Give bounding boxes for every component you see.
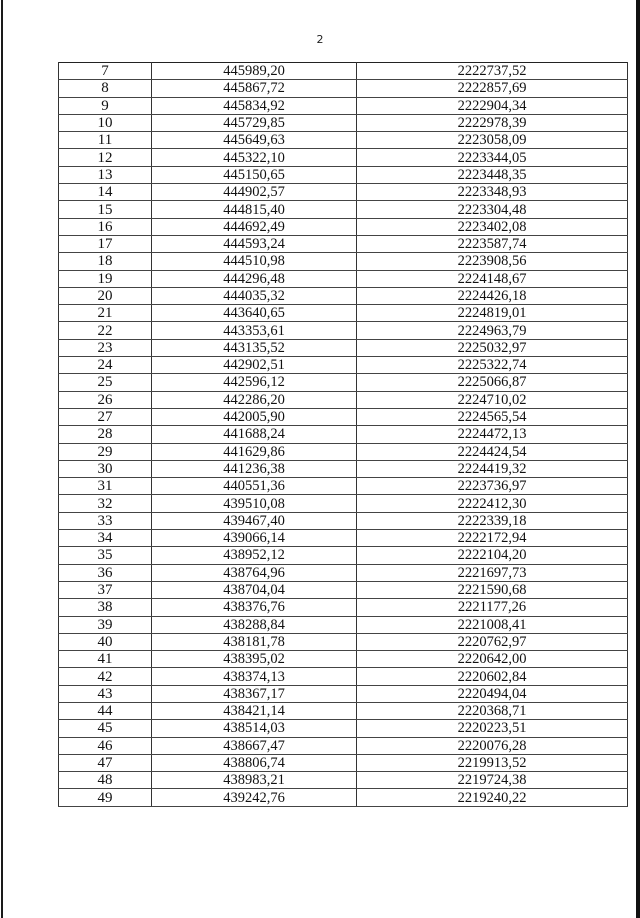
point-number-cell: 19 <box>59 270 152 287</box>
point-number-cell: 49 <box>59 789 152 806</box>
y-coordinate-cell: 2223058,09 <box>357 132 628 149</box>
x-coordinate-cell: 441236,38 <box>152 460 357 477</box>
scan-right-edge <box>636 0 640 918</box>
table-row <box>59 616 628 633</box>
point-number-cell: 21 <box>59 305 152 322</box>
y-coordinate-cell: 2224819,01 <box>357 305 628 322</box>
table-row <box>59 426 628 443</box>
y-coordinate-cell: 2220368,71 <box>357 702 628 719</box>
x-coordinate-cell: 438367,17 <box>152 685 357 702</box>
y-coordinate-cell: 2224963,79 <box>357 322 628 339</box>
y-coordinate-cell: 2220642,00 <box>357 651 628 668</box>
point-number-cell: 28 <box>59 426 152 443</box>
table-row <box>59 63 628 80</box>
y-coordinate-cell: 2223348,93 <box>357 184 628 201</box>
x-coordinate-cell: 442596,12 <box>152 374 357 391</box>
table-row <box>59 720 628 737</box>
table-row <box>59 668 628 685</box>
table-row <box>59 184 628 201</box>
table-row <box>59 478 628 495</box>
x-coordinate-cell: 440551,36 <box>152 478 357 495</box>
table-row <box>59 789 628 806</box>
table-row <box>59 305 628 322</box>
y-coordinate-cell: 2224424,54 <box>357 443 628 460</box>
table-row <box>59 443 628 460</box>
y-coordinate-cell: 2222857,69 <box>357 80 628 97</box>
y-coordinate-cell: 2223587,74 <box>357 235 628 252</box>
x-coordinate-cell: 442286,20 <box>152 391 357 408</box>
y-coordinate-cell: 2224419,32 <box>357 460 628 477</box>
x-coordinate-cell: 445729,85 <box>152 114 357 131</box>
x-coordinate-cell: 438376,76 <box>152 599 357 616</box>
x-coordinate-cell: 441688,24 <box>152 426 357 443</box>
point-number-cell: 29 <box>59 443 152 460</box>
coordinates-table <box>58 62 628 807</box>
table-row <box>59 391 628 408</box>
y-coordinate-cell: 2219724,38 <box>357 772 628 789</box>
x-coordinate-cell: 439510,08 <box>152 495 357 512</box>
y-coordinate-cell: 2221177,26 <box>357 599 628 616</box>
x-coordinate-cell: 438421,14 <box>152 702 357 719</box>
page-number: 2 <box>316 33 324 46</box>
table-row <box>59 651 628 668</box>
x-coordinate-cell: 445989,20 <box>152 63 357 80</box>
table-row <box>59 80 628 97</box>
x-coordinate-cell: 445834,92 <box>152 97 357 114</box>
y-coordinate-cell: 2223736,97 <box>357 478 628 495</box>
y-coordinate-cell: 2225032,97 <box>357 339 628 356</box>
y-coordinate-cell: 2224472,13 <box>357 426 628 443</box>
point-number-cell: 40 <box>59 633 152 650</box>
x-coordinate-cell: 438764,96 <box>152 564 357 581</box>
x-coordinate-cell: 445322,10 <box>152 149 357 166</box>
x-coordinate-cell: 438288,84 <box>152 616 357 633</box>
point-number-cell: 34 <box>59 530 152 547</box>
y-coordinate-cell: 2224148,67 <box>357 270 628 287</box>
point-number-cell: 48 <box>59 772 152 789</box>
point-number-cell: 20 <box>59 287 152 304</box>
x-coordinate-cell: 444902,57 <box>152 184 357 201</box>
table-row <box>59 374 628 391</box>
table-row <box>59 685 628 702</box>
y-coordinate-cell: 2222412,30 <box>357 495 628 512</box>
table-row <box>59 201 628 218</box>
x-coordinate-cell: 444815,40 <box>152 201 357 218</box>
y-coordinate-cell: 2223304,48 <box>357 201 628 218</box>
point-number-cell: 41 <box>59 651 152 668</box>
y-coordinate-cell: 2222104,20 <box>357 547 628 564</box>
point-number-cell: 9 <box>59 97 152 114</box>
x-coordinate-cell: 439242,76 <box>152 789 357 806</box>
table-row <box>59 599 628 616</box>
x-coordinate-cell: 439066,14 <box>152 530 357 547</box>
point-number-cell: 14 <box>59 184 152 201</box>
table-row <box>59 270 628 287</box>
point-number-cell: 17 <box>59 235 152 252</box>
point-number-cell: 22 <box>59 322 152 339</box>
x-coordinate-cell: 438181,78 <box>152 633 357 650</box>
point-number-cell: 16 <box>59 218 152 235</box>
table-row <box>59 512 628 529</box>
y-coordinate-cell: 2224565,54 <box>357 408 628 425</box>
point-number-cell: 13 <box>59 166 152 183</box>
x-coordinate-cell: 438514,03 <box>152 720 357 737</box>
point-number-cell: 8 <box>59 80 152 97</box>
table-row <box>59 235 628 252</box>
table-row <box>59 218 628 235</box>
table-row <box>59 114 628 131</box>
point-number-cell: 27 <box>59 408 152 425</box>
table-row <box>59 702 628 719</box>
point-number-cell: 46 <box>59 737 152 754</box>
y-coordinate-cell: 2222978,39 <box>357 114 628 131</box>
y-coordinate-cell: 2224426,18 <box>357 287 628 304</box>
table-row <box>59 737 628 754</box>
point-number-cell: 30 <box>59 460 152 477</box>
table-row <box>59 460 628 477</box>
x-coordinate-cell: 445649,63 <box>152 132 357 149</box>
y-coordinate-cell: 2225322,74 <box>357 357 628 374</box>
y-coordinate-cell: 2220076,28 <box>357 737 628 754</box>
y-coordinate-cell: 2221590,68 <box>357 581 628 598</box>
x-coordinate-cell: 438374,13 <box>152 668 357 685</box>
x-coordinate-cell: 444692,49 <box>152 218 357 235</box>
point-number-cell: 37 <box>59 581 152 598</box>
x-coordinate-cell: 438806,74 <box>152 754 357 771</box>
table-row <box>59 408 628 425</box>
y-coordinate-cell: 2221008,41 <box>357 616 628 633</box>
x-coordinate-cell: 442902,51 <box>152 357 357 374</box>
y-coordinate-cell: 2219240,22 <box>357 789 628 806</box>
x-coordinate-cell: 445150,65 <box>152 166 357 183</box>
point-number-cell: 12 <box>59 149 152 166</box>
x-coordinate-cell: 438395,02 <box>152 651 357 668</box>
table-row <box>59 132 628 149</box>
point-number-cell: 15 <box>59 201 152 218</box>
point-number-cell: 43 <box>59 685 152 702</box>
table-row <box>59 530 628 547</box>
point-number-cell: 33 <box>59 512 152 529</box>
point-number-cell: 44 <box>59 702 152 719</box>
x-coordinate-cell: 443135,52 <box>152 339 357 356</box>
table-row <box>59 357 628 374</box>
y-coordinate-cell: 2225066,87 <box>357 374 628 391</box>
scan-left-edge <box>1 0 3 918</box>
x-coordinate-cell: 444510,98 <box>152 253 357 270</box>
y-coordinate-cell: 2223908,56 <box>357 253 628 270</box>
table-row <box>59 322 628 339</box>
x-coordinate-cell: 443640,65 <box>152 305 357 322</box>
point-number-cell: 36 <box>59 564 152 581</box>
y-coordinate-cell: 2220602,84 <box>357 668 628 685</box>
x-coordinate-cell: 444296,48 <box>152 270 357 287</box>
y-coordinate-cell: 2220762,97 <box>357 633 628 650</box>
table-row <box>59 149 628 166</box>
y-coordinate-cell: 2223448,35 <box>357 166 628 183</box>
x-coordinate-cell: 438704,04 <box>152 581 357 598</box>
y-coordinate-cell: 2222904,34 <box>357 97 628 114</box>
table-row <box>59 339 628 356</box>
coordinates-table-body <box>59 63 628 807</box>
x-coordinate-cell: 444593,24 <box>152 235 357 252</box>
point-number-cell: 26 <box>59 391 152 408</box>
x-coordinate-cell: 438952,12 <box>152 547 357 564</box>
y-coordinate-cell: 2220223,51 <box>357 720 628 737</box>
x-coordinate-cell: 438983,21 <box>152 772 357 789</box>
y-coordinate-cell: 2222172,94 <box>357 530 628 547</box>
table-row <box>59 97 628 114</box>
table-row <box>59 495 628 512</box>
y-coordinate-cell: 2223344,05 <box>357 149 628 166</box>
point-number-cell: 10 <box>59 114 152 131</box>
point-number-cell: 31 <box>59 478 152 495</box>
table-row <box>59 166 628 183</box>
table-row <box>59 772 628 789</box>
y-coordinate-cell: 2220494,04 <box>357 685 628 702</box>
point-number-cell: 25 <box>59 374 152 391</box>
table-row <box>59 633 628 650</box>
y-coordinate-cell: 2224710,02 <box>357 391 628 408</box>
point-number-cell: 23 <box>59 339 152 356</box>
point-number-cell: 42 <box>59 668 152 685</box>
table-row <box>59 754 628 771</box>
x-coordinate-cell: 442005,90 <box>152 408 357 425</box>
point-number-cell: 38 <box>59 599 152 616</box>
point-number-cell: 35 <box>59 547 152 564</box>
y-coordinate-cell: 2222737,52 <box>357 63 628 80</box>
x-coordinate-cell: 439467,40 <box>152 512 357 529</box>
point-number-cell: 47 <box>59 754 152 771</box>
point-number-cell: 32 <box>59 495 152 512</box>
table-row <box>59 253 628 270</box>
point-number-cell: 39 <box>59 616 152 633</box>
x-coordinate-cell: 444035,32 <box>152 287 357 304</box>
y-coordinate-cell: 2219913,52 <box>357 754 628 771</box>
x-coordinate-cell: 443353,61 <box>152 322 357 339</box>
table-row <box>59 287 628 304</box>
point-number-cell: 7 <box>59 63 152 80</box>
table-row <box>59 564 628 581</box>
x-coordinate-cell: 438667,47 <box>152 737 357 754</box>
table-row <box>59 581 628 598</box>
point-number-cell: 45 <box>59 720 152 737</box>
point-number-cell: 18 <box>59 253 152 270</box>
y-coordinate-cell: 2223402,08 <box>357 218 628 235</box>
x-coordinate-cell: 441629,86 <box>152 443 357 460</box>
point-number-cell: 24 <box>59 357 152 374</box>
point-number-cell: 11 <box>59 132 152 149</box>
y-coordinate-cell: 2222339,18 <box>357 512 628 529</box>
table-row <box>59 547 628 564</box>
y-coordinate-cell: 2221697,73 <box>357 564 628 581</box>
x-coordinate-cell: 445867,72 <box>152 80 357 97</box>
